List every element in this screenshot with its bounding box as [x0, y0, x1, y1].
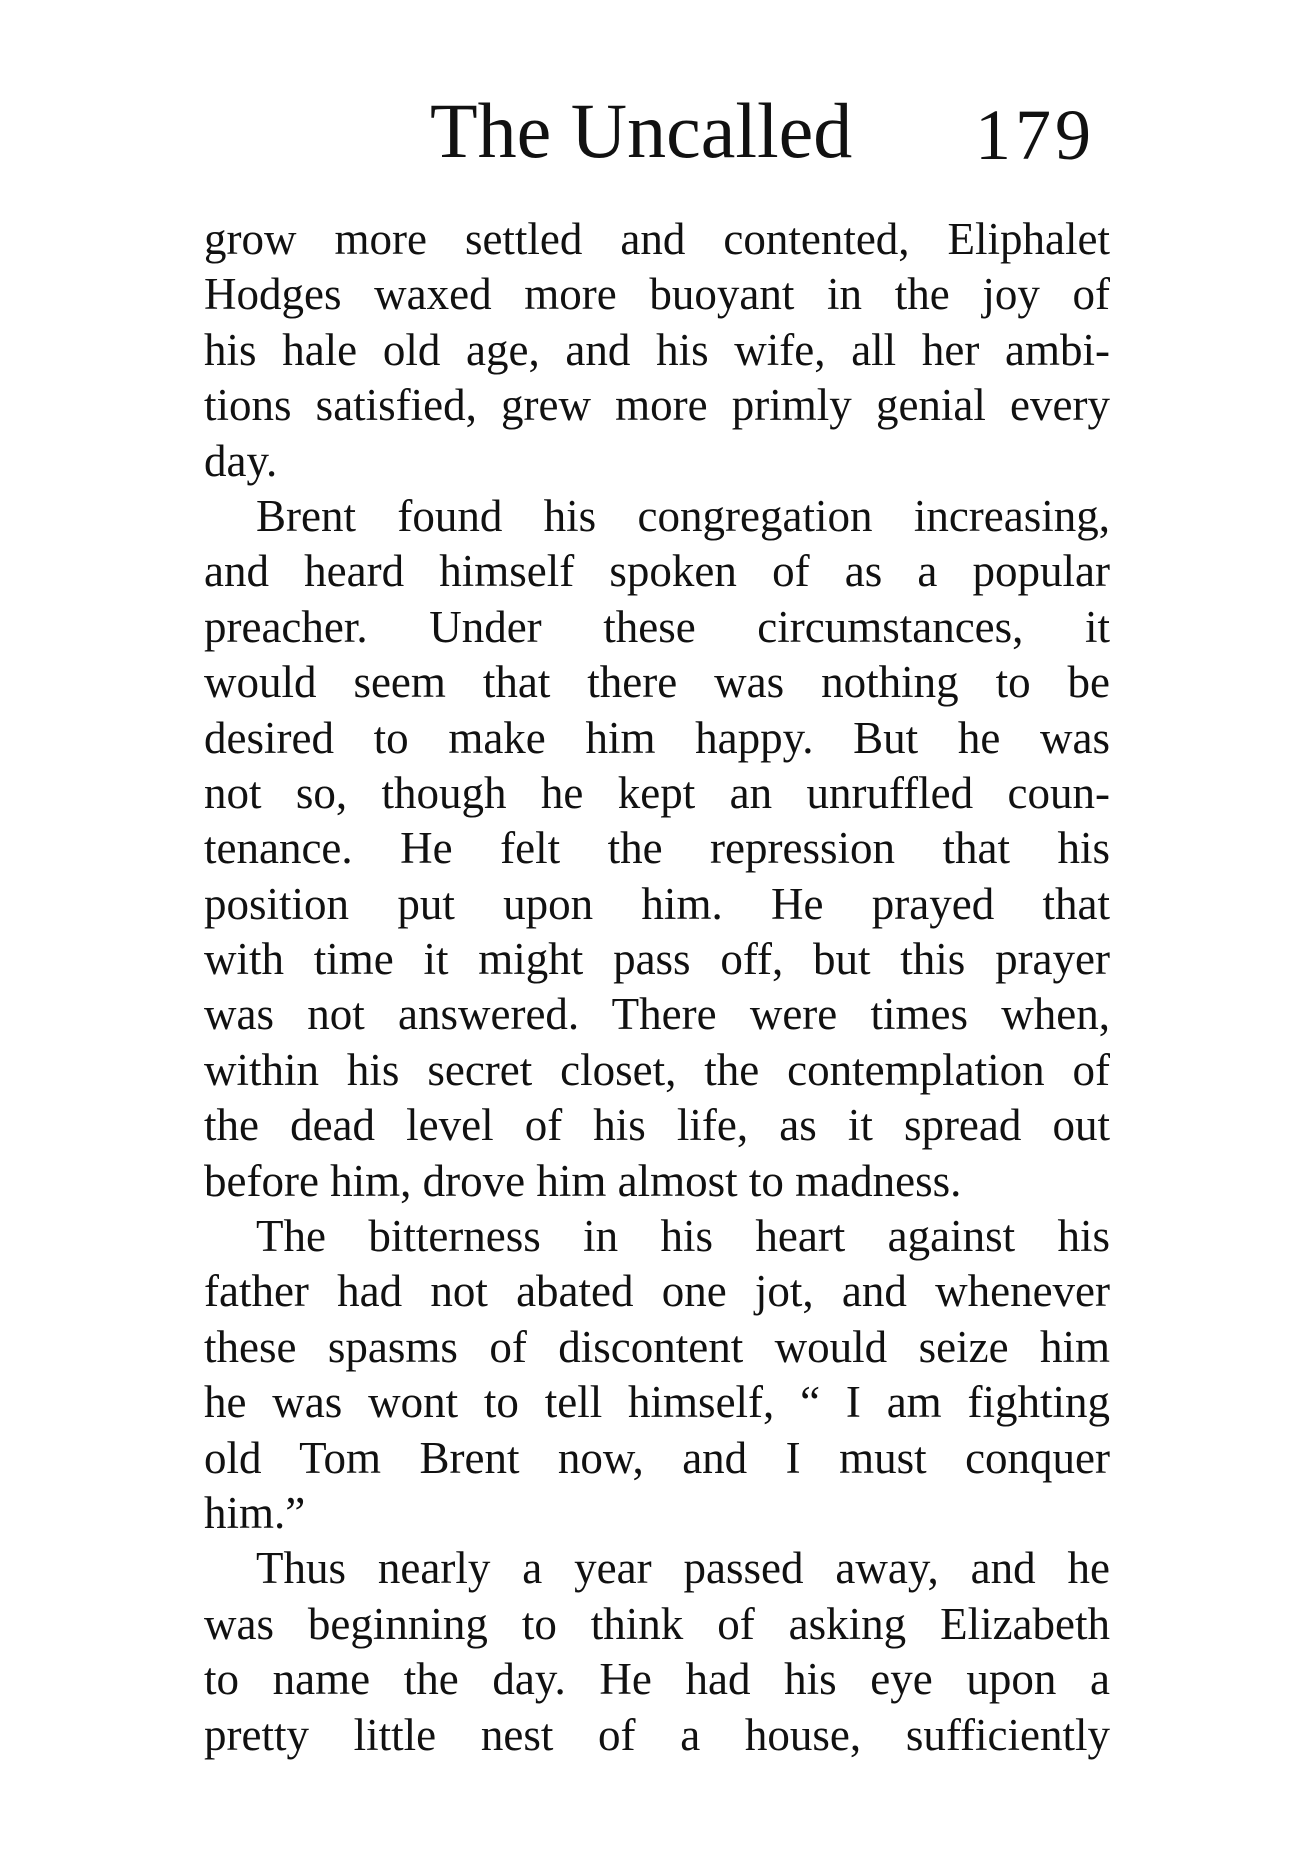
text-line: was not answered. There were times when,: [204, 989, 1110, 1040]
text-line: to name the day. He had his eye upon a: [204, 1654, 1110, 1705]
text-line: he was wont to tell himself, “ I am fighting: [204, 1377, 1110, 1428]
body-text: [204, 212, 1110, 1763]
text-line: was beginning to think of asking Elizabeth: [204, 1598, 1110, 1649]
text-line: his hale old age, and his wife, all her ambi-: [204, 324, 1110, 375]
text-line: grow more settled and contented, Eliphalet: [204, 214, 1110, 264]
text-line: tions satisfied, grew more primly genial every: [204, 380, 1110, 431]
text-line: Brent found his congregation increasing,: [256, 490, 1110, 541]
text-line: tenance. He felt the repression that his: [204, 823, 1110, 874]
text-line: within his secret closet, the contemplation of: [204, 1044, 1110, 1095]
text-line: The bitterness in his heart against his: [256, 1211, 1110, 1262]
running-head: [430, 86, 1110, 176]
page-number: 179: [975, 95, 1095, 175]
text-line: Hodges waxed more buoyant in the joy of: [204, 269, 1110, 320]
text-line: him.”: [204, 1487, 306, 1538]
text-line: father had not abated one jot, and whenever: [204, 1266, 1110, 1317]
text-line: before him, drove him almost to madness.: [204, 1155, 962, 1206]
text-line: old Tom Brent now, and I must conquer: [204, 1432, 1110, 1483]
text-line: and heard himself spoken of as a popular: [204, 546, 1110, 597]
text-line: position put upon him. He prayed that: [204, 878, 1110, 929]
text-line: the dead level of his life, as it spread out: [204, 1100, 1110, 1151]
text-line: day.: [204, 435, 278, 486]
text-line: these spasms of discontent would seize him: [204, 1321, 1110, 1372]
text-line: desired to make him happy. But he was: [204, 712, 1110, 763]
text-line: not so, though he kept an unruffled coun-: [204, 767, 1110, 818]
text-line: pretty little nest of a house, sufficiently: [204, 1709, 1110, 1760]
text-line: preacher. Under these circumstances, it: [204, 601, 1110, 652]
text-line: would seem that there was nothing to be: [204, 657, 1110, 708]
text-line: with time it might pass off, but this prayer: [204, 934, 1110, 985]
text-line: Thus nearly a year passed away, and he: [256, 1543, 1110, 1594]
running-title: The Uncalled: [430, 87, 853, 174]
